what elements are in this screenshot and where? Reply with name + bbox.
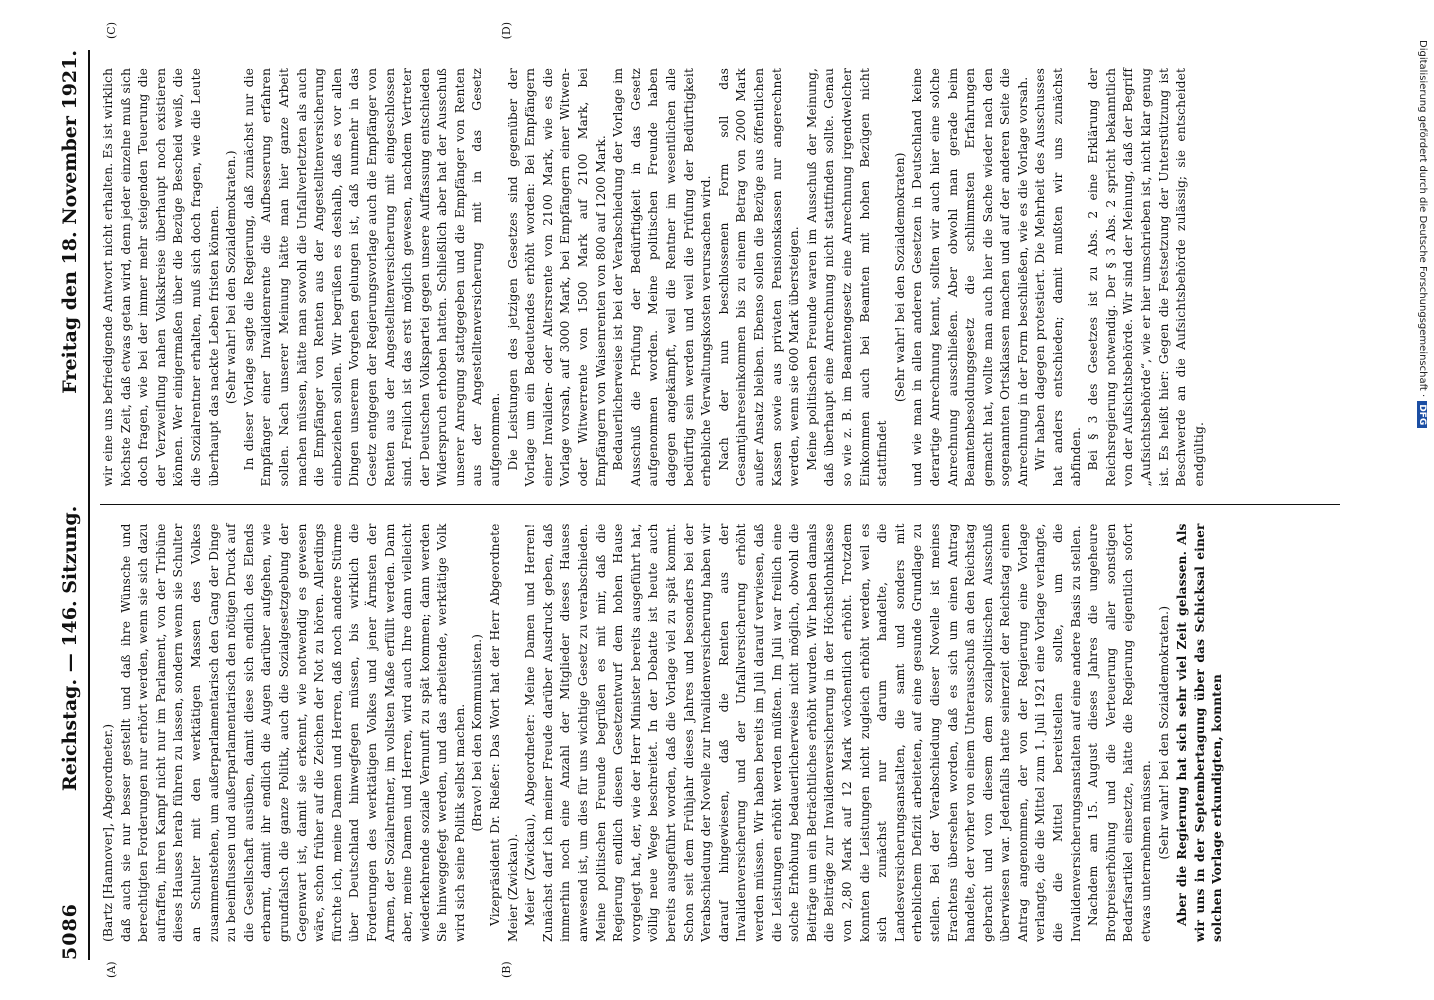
speaker-heading: (Bartz [Hannover], Abgeordneter.) — [101, 723, 115, 942]
paragraph: und wie man in allen anderen Gesetzen in Deutschland keine derartige Anrechnung kennt, sollten wir auch hier eine solche Anrechnung ausschließen. Aber obwohl man gerade beim Beamtenbesoldungsgesetz die schlimmsten Erfahrungen gemacht hat, wollte man auch hier die Sache wieder nach den sogenannten Ortsklassen machen und auf der anderen Seite die Anrechnung in der Form beschließen, wie es die Vorlage vorsah. — [910, 68, 1030, 487]
page-number: 5086 — [59, 903, 81, 960]
paragraph: In dieser Vorlage sagte die Regierung, daß zunächst nur die Empfänger einer Invalidenrente die Aufbesserung erfahren sollen. Nach unserer Meinung hätte man hier ganze Arbeit machen müssen, hätte man sowohl die Unfallverletzten als auch die Empfänger von Renten aus der Angestelltenversicherung einbeziehen sollen. Wir begrüßen es deshalb, daß es vor allen Dingen unserem Vorgehen gelungen ist, daß nunmehr in das Gesetz entgegen der Regierungsvorlage auch die Empfänger von Renten aus der Angestelltenversicherung mit eingeschlossen sind. Freilich ist das erst möglich gewesen, nachdem Vertreter der Deutschen Volkspartei gegen unsere Auffassung entschieden Widerspruch erhoben hatten. Schließlich aber hat der Ausschuß unserer Anregung stattgegeben und die Empfänger von Renten aus der Angestelltenversicherung mit in das Gesetz aufgenommen. — [241, 68, 503, 487]
interjection: (Sehr wahr! bei den Sozialdemokraten) — [892, 152, 907, 403]
text-columns — [100, 50, 1340, 960]
column-divider — [100, 505, 1340, 506]
margin-marker-c: (C) — [105, 22, 118, 39]
interjection: (Sehr wahr! bei den Sozialdemokraten.) — [1156, 605, 1171, 860]
paragraph: Nachdem am 15. August dieses Jahres die ungeheure Brotpreiserhöhung und die Verteuerung aller sonstigen Bedarfsartikel einsetzte, hätte die Regierung eigentlich sofort etwas unternehmen müssen. — [1086, 523, 1154, 942]
paragraph: Wir haben dagegen protestiert. Die Mehrheit des Ausschusses hat anders entschieden; damit mußten wir uns zunächst abfinden. — [1033, 68, 1083, 487]
margin-marker-b: (B) — [500, 961, 513, 978]
interjection: (Bravo! bei den Kommunisten.) — [470, 633, 485, 832]
rotated-page-content — [30, 20, 1350, 980]
left-column — [100, 506, 1340, 961]
session-title: Reichstag. — 146. Sitzung. — [59, 505, 81, 792]
paragraph: Die Leistungen des jetzigen Gesetzes sind gegenüber der Vorlage um ein Bedeutendes erhöht worden: Bei Empfängern einer Invaliden- oder Altersrente von 2100 Mark, wie es die Vorlage vorsah, auf 3000 Mark, bei Empfängern einer Witwen- oder Witwerrente von 1500 Mark auf 2100 Mark, bei Empfängern von Waisenrenten von 800 auf 1200 Mark. — [505, 68, 608, 487]
paragraph: wir eine uns befriedigende Antwort nicht erhalten. Es ist wirklich höchste Zeit, daß etwas getan wird, denn jeder einzelne muß sich doch fragen, wie bei der immer mehr steigenden Teuerung die der Verzweiflung nahen Volkskreise überhaupt noch existieren können. Wer einigermaßen über die Bezüge Bescheid weiß, die die Sozialrentner erhalten, muß sich doch fragen, wie die Leute überhaupt das nackte Leben fristen können. — [101, 68, 221, 487]
digitization-note — [1412, 40, 1428, 1000]
margin-marker-a: (A) — [105, 961, 118, 978]
paragraph: Meine politischen Freunde waren im Ausschuß der Meinung, daß überhaupt eine Anrechnung nicht stattfinden sollte. Genau so wie z. B. im Beamtengesetz eine Anrechnung irgendwelcher Einkommen auch bei Beamten mit hohen Bezügen nicht stattfindet — [804, 68, 890, 487]
paragraph: Meier (Zwickau), Abgeordneter: Meine Damen und Herren! Zunächst darf ich meiner Freude darüber Ausdruck geben, daß immerhin noch eine Anzahl der Mitglieder dieses Hauses anwesend ist, um dies für uns wichtige Gesetz zu verabschieden. Meine politischen Freunde begrüßen es mit mir, daß die Regierung endlich diesen Gesetzentwurf dem hohen Hause vorgelegt hat, der, wie der Herr Minister bereits ausgeführt hat, völlig neue Wege beschreitet. In der Debatte ist heute auch bereits ausgeführt worden, daß die Vorlage viel zu spät kommt. Schon seit dem Frühjahr dieses Jahres und besonders bei der Verabschiedung der Novelle zur Invalidenversicherung haben wir darauf hingewiesen, daß die Renten aus der Invalidenversicherung und der Unfallversicherung erhöht werden müssen. Wir haben bereits im Juli darauf verwiesen, daß die Leistungen erhöht werden müßten. Im Juli war freilich eine solche Erhöhung bedauerlicherweise nicht möglich, obwohl die Beiträge um ein Beträchtliches erhöht wurden. Wir haben damals die Beiträge zur Invalidenversicherung in der Höchstlohnklasse von 2,80 Mark auf 12 Mark wöchentlich erhöht. Trotzdem konnten die Leistungen nicht zugleich erhöht werden, weil es sich zunächst nur darum handelte, die Landesversicherungsanstalten, die samt und sonders mit erheblichem Defizit arbeiteten, auf eine gesunde Grundlage zu stellen. Bei der Verabschiedung dieser Novelle ist meines Erachtens übersehen worden, daß es sich um einen Antrag handelte, der vorher von einem Unterausschuß an den Reichstag gebracht und von diesem dem sozialpolitischen Ausschuß überwiesen war. Jedenfalls hatte seinerzeit der Reichstag einen Antrag angenommen, der von der Regierung eine Vorlage verlangte, die die Mittel zum 1. Juli 1921 eine Vorlage verlangte, die die Mittel bereitstellen sollte, um die Invalidenversicherungsanstalten auf eine andere Basis zu stellen. — [523, 523, 1083, 942]
paragraph: Vizepräsident Dr. Rießer: Das Wort hat der Herr Abgeordnete Meier (Zwickau). — [488, 523, 520, 942]
dfg-logo: DFG — [1417, 401, 1427, 428]
page-header — [52, 50, 90, 960]
paragraph: Nach der nun beschlossenen Form soll das Gesamtjahreseinkommen bis zu einem Betrag von 2000 Mark außer Ansatz bleiben. Ebenso sollen die Bezüge aus öffentlichen Kassen sowie aus privaten Pensionskassen nur angerechnet werden, wenn sie 600 Mark übersteigen. — [716, 68, 802, 487]
paragraph: Bei § 3 des Gesetzes ist zu Abs. 2 eine Erklärung der Reichsregierung notwendig. Der § 3 Abs. 2 spricht bekanntlich von der Aufsichtsbehörde. Wir sind der Meinung, daß der Begriff „Aufsichtsbehörde“, wie er hier umschrieben ist, nicht klar genug ist. Es heißt hier: Gegen die Festsetzung der Unterstützung ist Beschwerde an die Aufsichtsbehörde zulässig; sie entscheidet endgültig. — [1086, 68, 1206, 487]
paragraph: Aber die Regierung hat sich sehr viel Zeit gelassen. Als wir uns in der Septembertagung über das Schicksal einer solchen Vorlage erkundigten, konnten — [1174, 523, 1225, 942]
margin-marker-d: (D) — [500, 22, 513, 40]
interjection: (Sehr wahr! bei den Sozialdemokraten.) — [224, 150, 239, 405]
right-column — [100, 50, 1340, 505]
digitization-text: Digitalisierung gefördert durch die Deutsche Forschungsgemeinschaft · — [1417, 40, 1428, 398]
paragraph: daß auch sie nur besser gestellt und daß ihre Wünsche und berechtigten Forderungen nur erhört werden, wenn sie sich dazu aufraffen, ihren Kampf nicht nur im Parlament, von der Tribüne dieses Hauses herab führen zu lassen, sondern wenn sie Schulter an Schulter mit den werktätigen Massen des Volkes zusammenstehen, um außerparlamentarisch den Gang der Dinge zu beeinflussen und außerparlamentarisch den nötigen Druck auf die Gesellschaft ausüben, damit diese sich endlich des Elends erbarmt, damit ihr endlich die Augen darüber aufgehen, wie grundfalsch die ganze Politik, auch die Sozialgesetzgebung der Gegenwart ist, damit sie erkennt, wie notwendig es gewesen wäre, schon früher auf die Zeichen der Not zu hören. Allerdings fürchte ich, meine Damen und Herren, daß noch andere Stürme über Deutschland hinwegfegen müssen, bis wirklich die Forderungen des werktätigen Volkes und jener Ärmsten der Armen, der Sozialrentner, im vollsten Maße erfüllt werden. Dann aber, meine Damen und Herren, wird auch Ihre dann vielleicht wiederkehrende soziale Vernunft zu spät kommen; dann werden Sie hinweggefegt werden, und das arbeitende, werktätige Volk wird sich seine Politik selbst machen. — [118, 523, 467, 942]
session-date: Freitag den 18. November 1921. — [59, 50, 81, 394]
paragraph: Bedauerlicherweise ist bei der Verabschiedung der Vorlage im Ausschuß die Prüfung der Bedürftigkeit in das Gesetz aufgenommen worden. Meine politischen Freunde haben dagegen angekämpft, weil die Rentner im wesentlichen alle bedürftig sein werden und weil die Prüfung der Bedürftigkeit erhebliche Verwaltungskosten verursachen wird. — [611, 68, 714, 487]
